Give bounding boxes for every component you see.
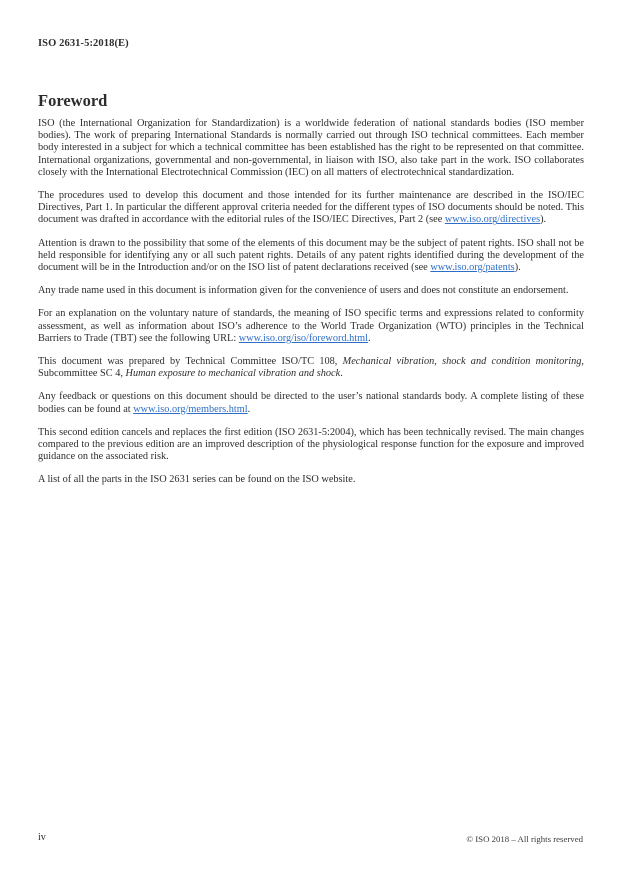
paragraph xyxy=(38,427,584,464)
text-run: Attention is drawn to the possibility that some of the elements of this document may be the subject of patent rights. ISO shall not be held responsible for identifying any or all such patent rights. Details of any patent rights identified during the development of the document will be in the Introduction and/or on the ISO list of patent declarations received (see xyxy=(38,237,584,274)
footer-page-number: iv xyxy=(38,832,46,843)
text-run: . xyxy=(368,332,371,344)
foreword-paragraphs xyxy=(38,118,584,498)
paragraph xyxy=(38,474,584,486)
text-run: ). xyxy=(540,214,547,226)
text-run: This second edition cancels and replaces the first edition (ISO 2631-5:2004), which has been technically revised. The main changes compared to the previous edition are an improved description of the physiological response function for the exposure and improved guidance on the associated risk. xyxy=(38,426,584,463)
text-run: A list of all the parts in the ISO 2631 series can be found on the ISO website. xyxy=(38,474,356,486)
link-iso-directives[interactable]: www.iso.org/directives xyxy=(444,214,541,226)
page-title: Foreword xyxy=(38,91,108,111)
text-run: This document was prepared by Technical Committee ISO/TC 108, xyxy=(38,356,343,368)
text-run: . xyxy=(247,403,251,415)
text-run: Any feedback or questions on this document should be directed to the user’s national standards body. A complete listing of these bodies can be found at xyxy=(38,391,584,415)
link-iso-foreword[interactable]: www.iso.org/iso/foreword.html xyxy=(238,332,369,344)
text-run: , Subcommittee SC 4, xyxy=(38,356,584,380)
paragraph xyxy=(38,391,584,415)
text-run: For an explanation on the voluntary nature of standards, the meaning of ISO specific terms and expressions related to conformity assessment, as well as information about ISO’s adherence to the World Trade Organization (WTO) principles in the Technical Barriers to Trade (TBT) see the following URL: xyxy=(38,308,584,344)
document-reference: ISO 2631-5:2018(E) xyxy=(38,38,129,49)
italic-text: Mechanical vibration, shock and condition monitoring xyxy=(342,356,582,368)
italic-text: Human exposure to mechanical vibration and shock xyxy=(125,368,341,380)
text-run: ISO (the International Organization for Standardization) is a worldwide federation of national standards bodies (ISO member bodies). The work of preparing International Standards is normally carried out through ISO technical committees. Each member body interested in a subject for which a technical committee has been established has the right to be represented on that committee. International organizations, governmental and non-governmental, in liaison with ISO, also take part in the work. ISO collaborates closely with the International Electrotechnical Commission (IEC) on all matters of electrotechnical standardization. xyxy=(38,118,584,178)
text-run: ). xyxy=(514,262,521,274)
text-run: Any trade name used in this document is information given for the convenience of users and does not constitute an endorsement. xyxy=(38,285,569,297)
footer-copyright: © ISO 2018 – All rights reserved xyxy=(466,834,583,844)
link-iso-members[interactable]: www.iso.org/members.html xyxy=(133,403,248,415)
text-run: . xyxy=(340,368,343,380)
paragraph xyxy=(38,238,584,275)
text-run: The procedures used to develop this document and those intended for its further maintenance are described in the ISO/IEC Directives, Part 1. In particular the different approval criteria needed for the different types of ISO documents should be noted. This document was drafted in accordance with the editorial rules of the ISO/IEC Directives, Part 2 (see xyxy=(38,190,584,226)
paragraph xyxy=(38,285,584,297)
paragraph xyxy=(38,118,584,179)
paragraph xyxy=(38,190,584,227)
link-iso-patents[interactable]: www.iso.org/patents xyxy=(430,262,515,274)
paragraph xyxy=(38,308,584,345)
paragraph xyxy=(38,356,584,380)
